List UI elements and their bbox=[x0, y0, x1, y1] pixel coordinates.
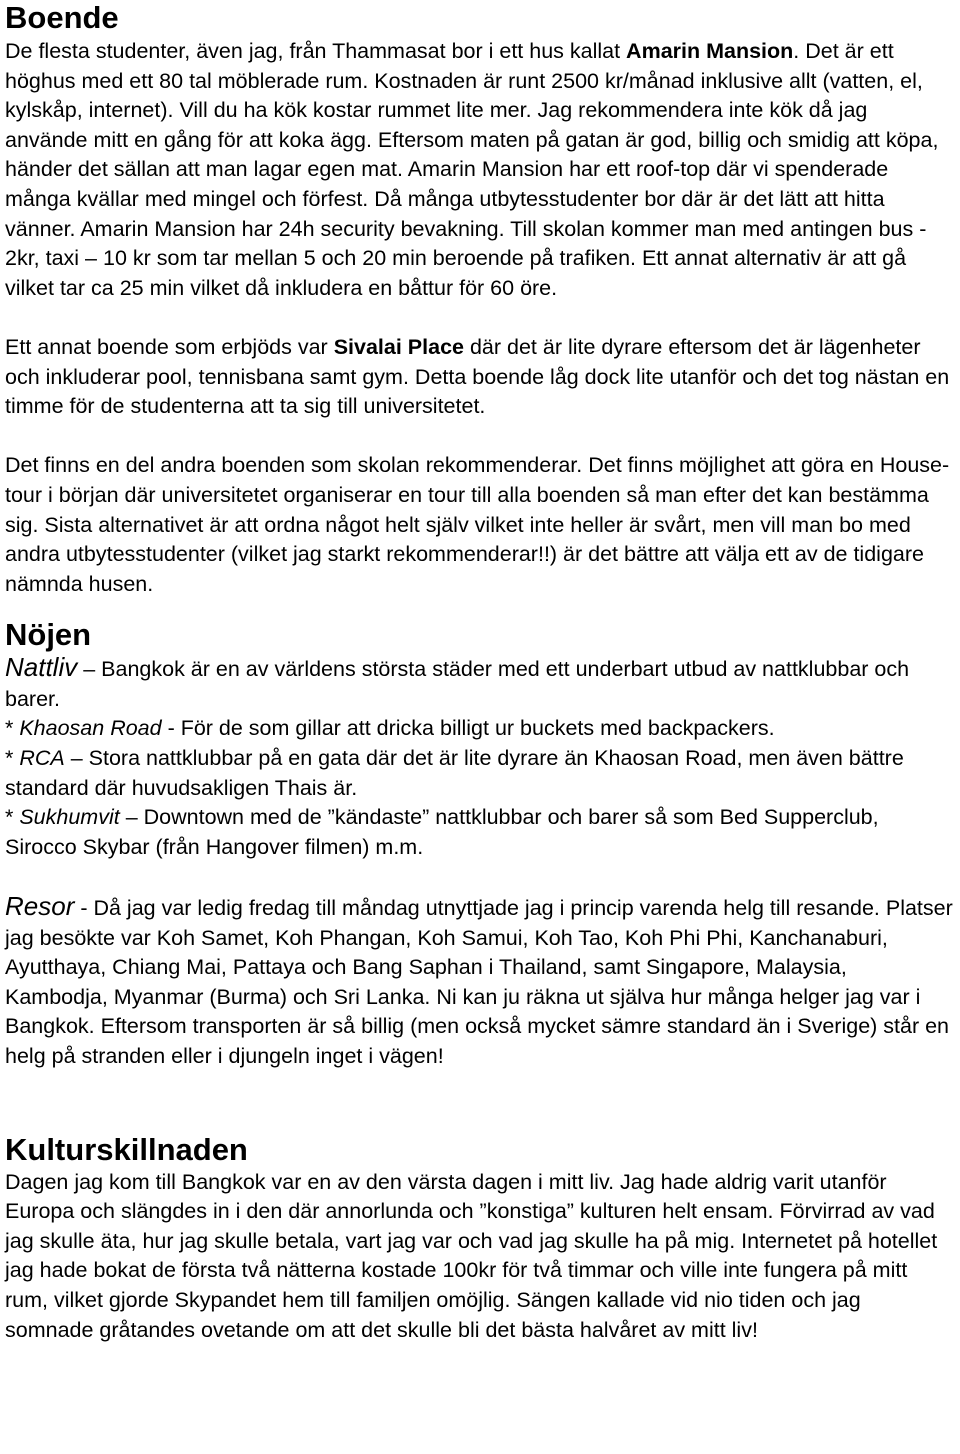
list-item bbox=[5, 714, 953, 744]
text-run: – Bangkok är en av världens största städer med ett underbart utbud av nattklubbar och barer. bbox=[5, 657, 910, 711]
paragraph-sivalai-place bbox=[5, 333, 953, 422]
bullet-marker: * bbox=[5, 716, 20, 741]
text-run: - För de som gillar att dricka billigt ur buckets med backpackers. bbox=[161, 716, 775, 741]
paragraph-first-day: Dagen jag kom till Bangkok var en av den värsta dagen i mitt liv. Jag hade aldrig varit utanför Europa och slängdes in i den där annorlunda och ”konstiga” kulturen helt ensam. Förvirrad av vad jag skulle äta, hur jag skulle betala, vart jag var och vad jag skulle ha på mig. Internetet på hotellet jag hade bokat de första två nätterna kostade 100kr för två timmar och ville inte fungera på mitt rum, vilket gjorde Skypandet hem till familjen omöjlig. Sängen kallade vid nio tiden och jag somnade gråtandes ovetande om att det skulle bli det bästa halvåret av mitt liv! bbox=[5, 1169, 938, 1342]
venue-name: Khaosan Road bbox=[19, 716, 162, 741]
document-page bbox=[5, 0, 953, 1345]
text-run: – Stora nattklubbar på en gata där det är lite dyrare än Khaosan Road, men även bättre standard där huvudsakligen Thais är. bbox=[5, 746, 904, 800]
paragraph-nattliv bbox=[5, 653, 953, 714]
list-item bbox=[5, 744, 953, 803]
text-run: där det är lite dyrare eftersom det är lägenheter och inkluderar pool, tennisbana samt gym. Detta boende låg dock lite utanför och det tog nästan en timme för de studenterna att ta sig till universitetet. bbox=[5, 334, 950, 419]
paragraph-amarin-mansion bbox=[5, 37, 953, 303]
venue-name: RCA bbox=[19, 746, 65, 771]
text-run: De flesta studenter, även jag, från Thammasat bor i ett hus kallat bbox=[5, 39, 627, 63]
section-heading-kulturskillnaden: Kulturskillnaden bbox=[5, 1131, 248, 1167]
place-name-sivalai: Sivalai Place bbox=[333, 334, 464, 359]
section-heading-boende: Boende bbox=[5, 0, 119, 35]
text-run: . Det är ett höghus med ett 80 tal möblerade rum. Kostnaden är runt 2500 kr/månad inklusive allt (vatten, el, kylskåp, internet). Vill du ha kök kostar rummet lite mer. Jag rekommendera inte kök då jag använde mitt en gång för att koka ägg. Eftersom maten på gatan är god, billig och smidig att köpa, händer det sällan att man lagar egen mat. Amarin Mansion har ett roof-top där vi spenderade många kvällar med mingel och förfest. Då många utbytesstudenter bor där är det lätt att hitta vänner. Amarin Mansion har 24h security bevakning. Till skolan kommer man med antingen bus - 2kr, taxi – 10 kr som tar mellan 5 och 20 min beroende på trafiken. Ett annat alternativ är att gå vilket tar ca 25 min vilket då inkludera en båttur för 60 öre. bbox=[5, 39, 939, 300]
section-heading-nojen: Nöjen bbox=[5, 617, 92, 653]
paragraph-resor bbox=[5, 892, 953, 1072]
text-run: – Downtown med de ”kändaste” nattklubbar och barer så som Bed Supperclub, Sirocco Skybar (från Hangover filmen) m.m. bbox=[5, 805, 879, 859]
bullet-marker: * bbox=[5, 746, 20, 771]
bullet-marker: * bbox=[5, 805, 20, 830]
paragraph-spacer bbox=[5, 303, 953, 333]
paragraph-spacer bbox=[5, 862, 953, 892]
term-resor: Resor bbox=[5, 891, 75, 922]
place-name-amarin: Amarin Mansion bbox=[626, 39, 794, 63]
venue-name: Sukhumvit bbox=[19, 805, 120, 830]
list-item bbox=[5, 803, 953, 862]
paragraph-spacer bbox=[5, 422, 953, 452]
text-run: Ett annat boende som erbjöds var bbox=[5, 334, 334, 359]
term-nattliv: Nattliv bbox=[5, 652, 78, 683]
text-run: - Då jag var ledig fredag till måndag utnyttjade jag i princip varenda helg till resande. Platser jag besökte var Koh Samet, Koh Phangan, Koh Samui, Koh Tao, Koh Phi Phi, Kanchanaburi, Ayutthaya, Chiang Mai, Pattaya och Bang Saphan i Thailand, samt Singapore, Malaysia, Kambodja, Myanmar (Burma) och Sri Lanka. Ni kan ju räkna ut själva hur många helger jag var i Bangkok. Eftersom transporten är så billig (men också mycket sämre standard än i Sverige) står en helg på stranden eller i djungeln inget i vägen! bbox=[5, 896, 953, 1068]
paragraph-other-housing: Det finns en del andra boenden som skolan rekommenderar. Det finns möjlighet att göra en House-tour i början där universitetet organiserar en tour till alla boenden så man efter det kan bestämma sig. Sista alternativet är att ordna något helt själv vilket inte heller är svårt, men vill man bo med andra utbytesstudenter (vilket jag starkt rekommenderar!!) är det bättre att välja ett av de tidigare nämnda husen. bbox=[5, 453, 950, 596]
